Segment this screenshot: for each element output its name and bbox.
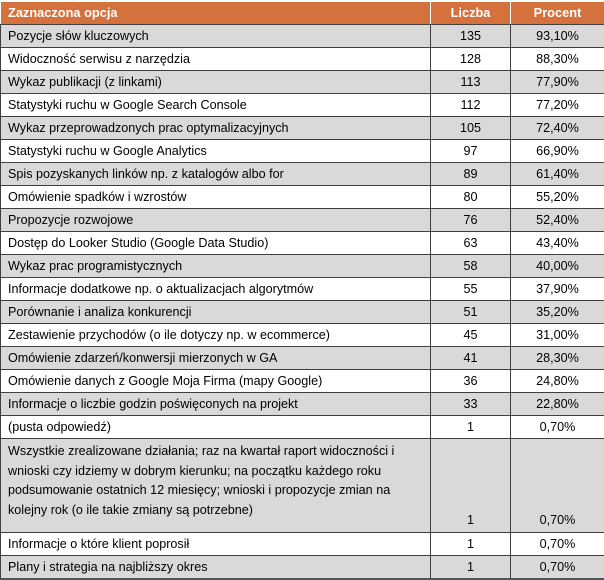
table-row — [1, 209, 604, 232]
table-row — [1, 416, 604, 439]
cell-option: Informacje dodatkowe np. o aktualizacjach algorytmów — [1, 278, 431, 301]
cell-percent: 52,40% — [511, 209, 604, 232]
cell-option: Zestawienie przychodów (o ile dotyczy np. w ecommerce) — [1, 324, 431, 347]
cell-count: 55 — [431, 278, 511, 301]
cell-percent: 77,20% — [511, 94, 604, 117]
cell-count: 1 — [431, 533, 511, 556]
table-row — [1, 324, 604, 347]
cell-option: Widoczność serwisu z narzędzia — [1, 48, 431, 71]
table-row — [1, 232, 604, 255]
table-row — [1, 140, 604, 163]
cell-percent: 61,40% — [511, 163, 604, 186]
cell-option: Omówienie danych z Google Moja Firma (mapy Google) — [1, 370, 431, 393]
cell-percent: 24,80% — [511, 370, 604, 393]
cell-option: Dostęp do Looker Studio (Google Data Studio) — [1, 232, 431, 255]
cell-option: Wykaz przeprowadzonych prac optymalizacyjnych — [1, 117, 431, 140]
table-row — [1, 556, 604, 580]
cell-option: Omówienie spadków i wzrostów — [1, 186, 431, 209]
cell-option: Wszystkie zrealizowane działania; raz na kwartał raport widoczności i wnioski czy idziemy w dobrym kierunku; na początku każdego roku podsumowanie ostatnich 12 miesięcy; wnioski i propozycje zmian na kolejny rok (o ile takie zmiany są potrzebne) — [1, 439, 431, 533]
table-row — [1, 25, 604, 48]
cell-percent: 88,30% — [511, 48, 604, 71]
table-row — [1, 370, 604, 393]
column-header-option: Zaznaczona opcja — [1, 1, 431, 25]
table-row — [1, 117, 604, 140]
table-row — [1, 533, 604, 556]
cell-percent: 22,80% — [511, 393, 604, 416]
table-row — [1, 393, 604, 416]
cell-count: 45 — [431, 324, 511, 347]
table-body — [1, 25, 604, 580]
cell-percent: 35,20% — [511, 301, 604, 324]
cell-percent: 55,20% — [511, 186, 604, 209]
cell-percent: 0,70% — [511, 533, 604, 556]
cell-option: Informacje o które klient poprosił — [1, 533, 431, 556]
cell-count: 105 — [431, 117, 511, 140]
cell-option: Statystyki ruchu w Google Search Console — [1, 94, 431, 117]
cell-option: Omówienie zdarzeń/konwersji mierzonych w GA — [1, 347, 431, 370]
table-row — [1, 94, 604, 117]
cell-percent: 31,00% — [511, 324, 604, 347]
table-row — [1, 439, 604, 533]
table-row — [1, 186, 604, 209]
cell-option: Wykaz prac programistycznych — [1, 255, 431, 278]
cell-count: 76 — [431, 209, 511, 232]
table-row — [1, 71, 604, 94]
cell-percent: 77,90% — [511, 71, 604, 94]
cell-option: Propozycje rozwojowe — [1, 209, 431, 232]
column-header-percent: Procent — [511, 1, 604, 25]
cell-option: (pusta odpowiedź) — [1, 416, 431, 439]
cell-percent: 28,30% — [511, 347, 604, 370]
table-row — [1, 48, 604, 71]
cell-count: 113 — [431, 71, 511, 94]
cell-count: 1 — [431, 439, 511, 533]
table-header — [1, 1, 604, 25]
cell-count: 58 — [431, 255, 511, 278]
cell-option: Plany i strategia na najbliższy okres — [1, 556, 431, 580]
cell-count: 128 — [431, 48, 511, 71]
cell-percent: 37,90% — [511, 278, 604, 301]
cell-option: Pozycje słów kluczowych — [1, 25, 431, 48]
cell-option: Porównanie i analiza konkurencji — [1, 301, 431, 324]
table-row — [1, 301, 604, 324]
table-row — [1, 255, 604, 278]
cell-count: 51 — [431, 301, 511, 324]
cell-count: 33 — [431, 393, 511, 416]
cell-percent: 0,70% — [511, 439, 604, 533]
cell-count: 1 — [431, 556, 511, 580]
cell-percent: 72,40% — [511, 117, 604, 140]
table-row — [1, 347, 604, 370]
column-header-count: Liczba — [431, 1, 511, 25]
table-row — [1, 163, 604, 186]
cell-count: 80 — [431, 186, 511, 209]
cell-count: 63 — [431, 232, 511, 255]
cell-percent: 93,10% — [511, 25, 604, 48]
cell-count: 1 — [431, 416, 511, 439]
cell-option: Wykaz publikacji (z linkami) — [1, 71, 431, 94]
cell-percent: 40,00% — [511, 255, 604, 278]
cell-count: 89 — [431, 163, 511, 186]
cell-count: 112 — [431, 94, 511, 117]
cell-count: 41 — [431, 347, 511, 370]
cell-percent: 43,40% — [511, 232, 604, 255]
cell-count: 135 — [431, 25, 511, 48]
table-row — [1, 278, 604, 301]
table-header-row — [1, 1, 604, 25]
cell-count: 36 — [431, 370, 511, 393]
cell-option: Statystyki ruchu w Google Analytics — [1, 140, 431, 163]
cell-option: Informacje o liczbie godzin poświęconych na projekt — [1, 393, 431, 416]
cell-count: 97 — [431, 140, 511, 163]
cell-option: Spis pozyskanych linków np. z katalogów albo for — [1, 163, 431, 186]
cell-percent: 0,70% — [511, 556, 604, 580]
cell-percent: 66,90% — [511, 140, 604, 163]
cell-percent: 0,70% — [511, 416, 604, 439]
